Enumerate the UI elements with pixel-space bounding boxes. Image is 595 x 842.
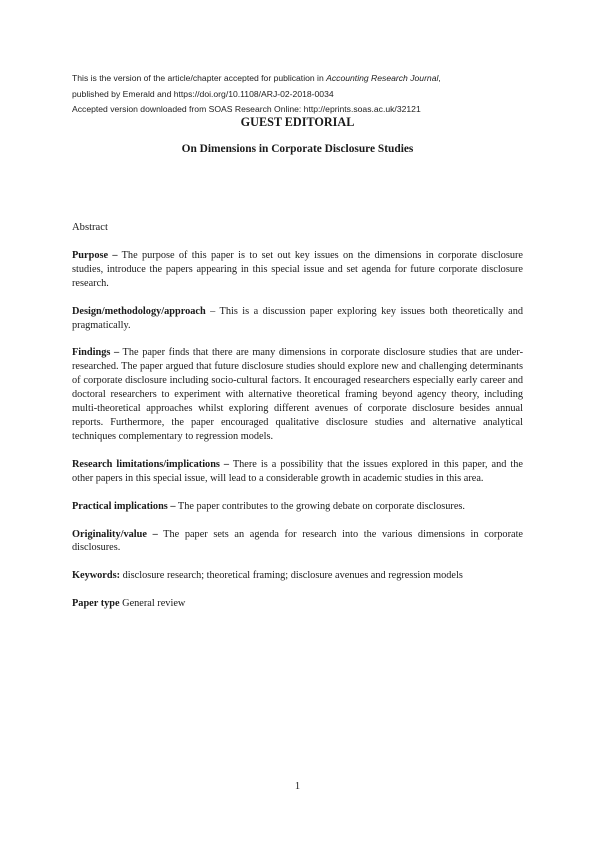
section-text: The paper contributes to the growing debate on corporate disclosures.: [175, 500, 465, 512]
abstract-heading: Abstract: [72, 222, 108, 233]
notice-line-1-text: This is the version of the article/chapter accepted for publication in: [72, 73, 327, 83]
section-text: The paper finds that there are many dimensions in corporate disclosure studies that are under-researched. The paper argued that future disclosure studies should explore new and challenging determinants of corporate disclosure including socio-cultural factors. It encouraged researchers especially early career and doctoral researchers to experiment with alternative theoretical framing beyond agency theory, including multi-theoretical approaches whilst exploring different avenues of corporate disclosure besides annual reports. Furthermore, the paper encouraged qualitative disclosure studies and alternative analytical techniques complementary to regression models.: [72, 347, 523, 442]
notice-line-1-suffix: ,: [438, 73, 441, 83]
section-text: The paper sets an agenda for research into the various dimensions in corporate disclosures.: [72, 528, 523, 554]
section-text: General review: [119, 598, 186, 610]
abstract-paper-type: [72, 597, 523, 611]
section-label: Paper type: [72, 598, 120, 610]
section-label: Findings –: [72, 347, 120, 359]
section-text: disclosure research; theoretical framing; disclosure avenues and regression models: [120, 570, 463, 582]
abstract-keywords: [72, 569, 523, 583]
notice-line-1: [72, 71, 532, 87]
section-label: Keywords:: [72, 570, 121, 582]
section-label: Purpose –: [72, 249, 118, 261]
publication-notice: [72, 71, 532, 118]
abstract-design: [72, 305, 523, 333]
paper-title: On Dimensions in Corporate Disclosure Studies: [181, 143, 414, 155]
editorial-label: GUEST EDITORIAL: [240, 115, 355, 129]
section-label: Originality/value –: [72, 528, 158, 540]
section-text: – This is a discussion paper exploring key issues both theoretically and pragmatically.: [72, 305, 523, 331]
section-label: Practical implications –: [72, 500, 176, 512]
notice-line-3: Accepted version downloaded from SOAS Research Online: http://eprints.soas.ac.uk/32121: [72, 104, 421, 114]
journal-name: Accounting Research Journal: [326, 73, 439, 83]
abstract-limitations: [72, 458, 523, 486]
section-label: Design/methodology/approach: [72, 305, 206, 317]
abstract-purpose: [72, 249, 523, 291]
page-number: 1: [294, 781, 301, 792]
section-label: Research limitations/implications –: [72, 458, 230, 470]
abstract: [72, 221, 523, 625]
abstract-originality: [72, 528, 523, 556]
abstract-practical: [72, 500, 523, 514]
section-text: There is a possibility that the issues explored in this paper, and the other papers in this special issue, will lead to a considerable growth in academic studies in this area.: [72, 458, 523, 484]
notice-line-2: published by Emerald and https://doi.org/10.1108/ARJ-02-2018-0034: [72, 88, 334, 99]
abstract-findings: [72, 346, 523, 443]
section-text: The purpose of this paper is to set out key issues on the dimensions in corporate disclosure studies, introduce the papers appearing in this special issue and set agenda for future corporate disclosure research.: [72, 249, 523, 289]
